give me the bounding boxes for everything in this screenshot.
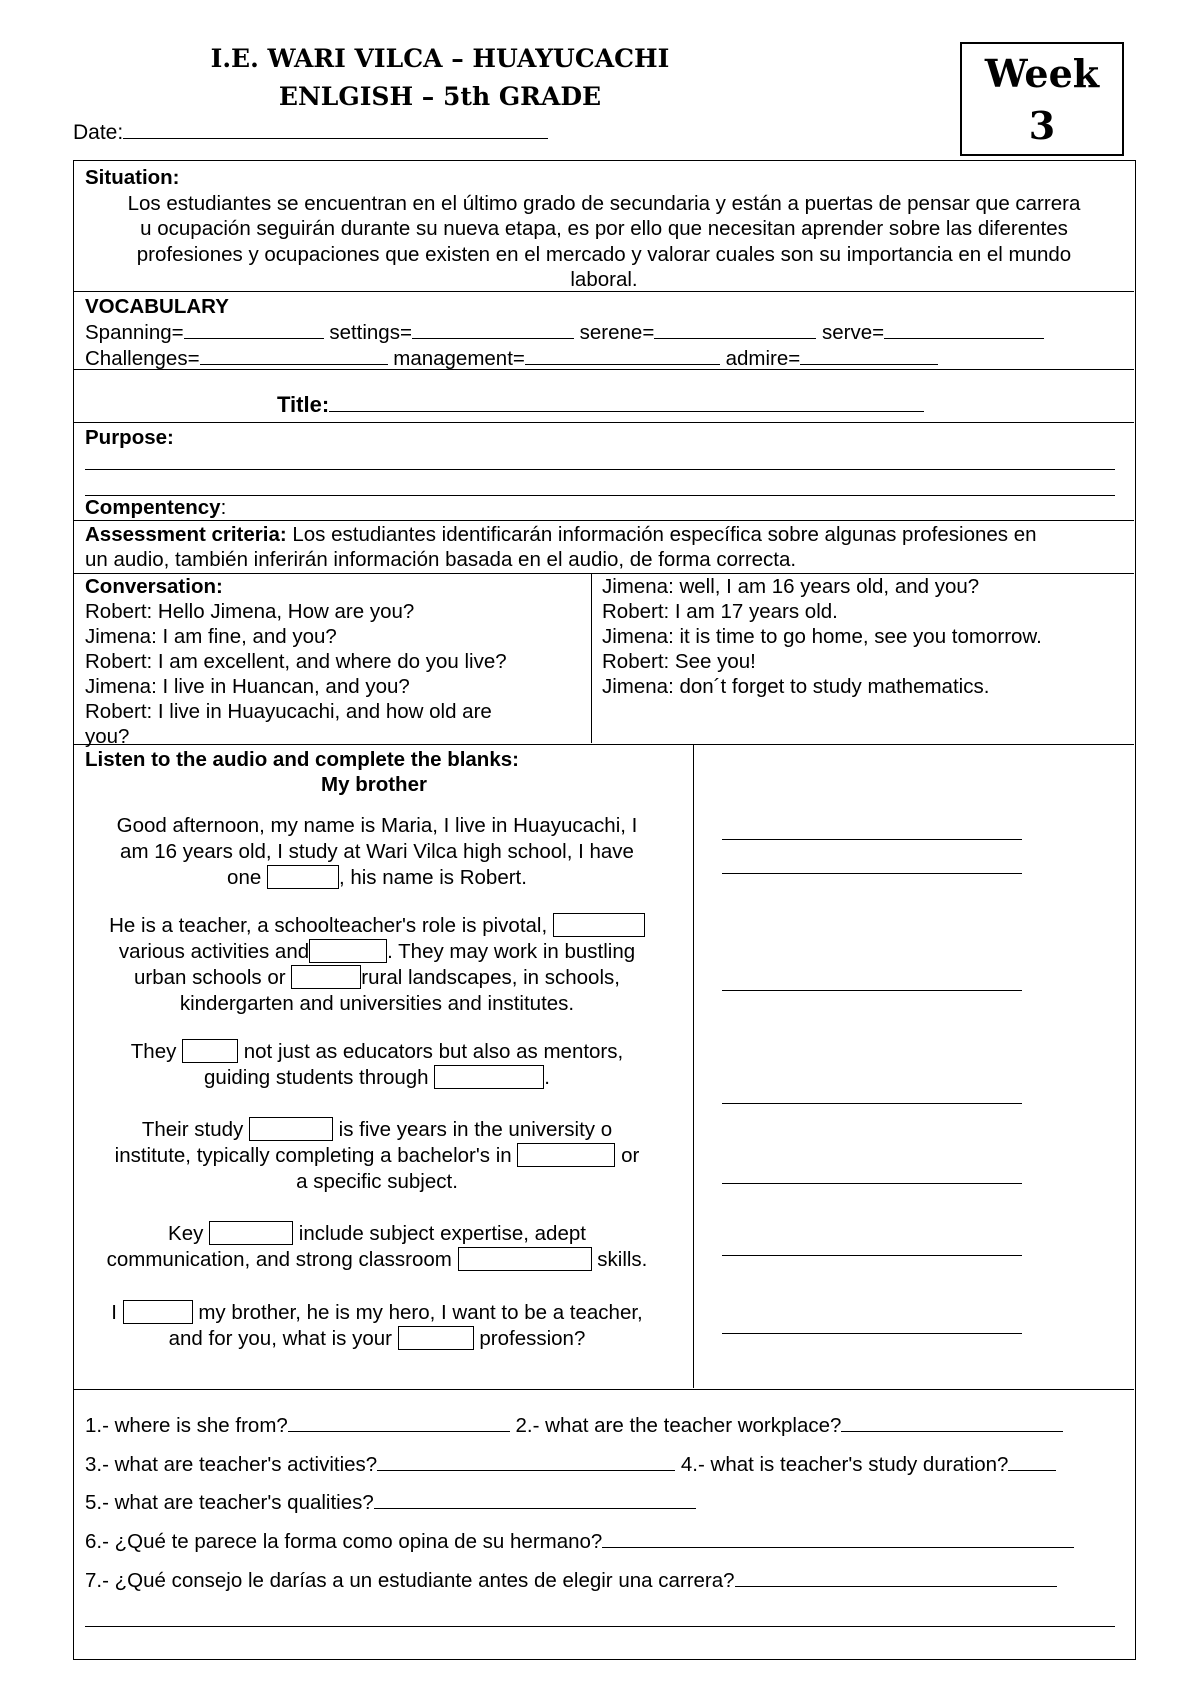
vocab-blank[interactable] — [412, 319, 574, 339]
dialogue-line: Jimena: it is time to go home, see you tomorrow. — [602, 625, 1042, 648]
vocabulary-label: VOCABULARY — [85, 295, 229, 318]
situation-line-2: u ocupación seguirán durante su nueva etapa, es por ello que necesitan aprender sobre las diferentes — [140, 217, 1068, 240]
gap-box[interactable] — [434, 1065, 544, 1089]
purpose-line-1[interactable] — [85, 469, 1115, 470]
answer-line-extra[interactable] — [85, 1626, 1115, 1627]
dialogue-line: Robert: I am excellent, and where do you live? — [85, 650, 507, 673]
listening-section — [74, 745, 1134, 1390]
assessment-text-2: un audio, también inferirán información basada en el audio, de forma correcta. — [85, 548, 797, 571]
dialogue-line: Robert: I am 17 years old. — [602, 600, 838, 623]
purpose-line-2[interactable] — [85, 495, 1115, 496]
gap-box[interactable] — [309, 939, 387, 963]
assessment-label: Assessment criteria: — [85, 523, 287, 546]
paragraph-5 — [74, 1221, 680, 1273]
paragraph-6 — [74, 1300, 680, 1352]
listening-text-panel — [74, 745, 694, 1388]
purpose-section — [74, 423, 1134, 521]
answer-blank[interactable] — [377, 1451, 675, 1471]
p1-line: am 16 years old, I study at Wari Vilca high school, I have — [120, 840, 634, 863]
title-label: Title: — [277, 392, 330, 417]
dialogue-line: Jimena: don´t forget to study mathematics. — [602, 675, 990, 698]
gap-box[interactable] — [209, 1221, 293, 1245]
vocab-word: Challenges= — [85, 347, 200, 370]
p4-text: is five years in the university o — [332, 1118, 613, 1141]
vocab-blank[interactable] — [525, 345, 720, 365]
p2-text: . They may work in bustling — [387, 940, 636, 963]
answer-blank[interactable] — [288, 1412, 510, 1432]
situation-line-3: profesiones y ocupaciones que existen en el mercado y valorar cuales son su importancia en el mundo — [136, 242, 1072, 266]
dialogue-line: you? — [85, 725, 130, 748]
conversation-right — [602, 574, 1122, 699]
week-label: Week — [984, 51, 1100, 96]
situation-section — [74, 161, 1134, 292]
dialogue-line: Jimena: well, I am 16 years old, and you? — [602, 575, 980, 598]
week-number: 3 — [1028, 103, 1056, 148]
question-row-1 — [85, 1412, 1063, 1438]
date-label: Date: — [73, 121, 124, 144]
p2-line: kindergarten and universities and institutes. — [179, 992, 575, 1015]
title-blank[interactable] — [329, 392, 924, 412]
listening-title: My brother — [321, 773, 427, 796]
answer-blank[interactable] — [1008, 1451, 1056, 1471]
p2-text: various activities and — [118, 940, 310, 963]
answer-blank[interactable] — [841, 1412, 1063, 1432]
title-field[interactable] — [277, 392, 924, 418]
question-text: 6.- ¿Qué te parece la forma como opina de su hermano? — [85, 1530, 603, 1553]
conversation-section — [74, 574, 1134, 748]
dialogue-line: Robert: Hello Jimena, How are you? — [85, 600, 415, 623]
week-box — [960, 42, 1124, 156]
purpose-label: Purpose: — [85, 426, 174, 449]
question-row-4 — [85, 1528, 1074, 1554]
assessment-section — [74, 521, 1134, 574]
p5-text: skills. — [591, 1248, 648, 1271]
p6-text: my brother, he is my hero, I want to be a teacher, — [192, 1301, 643, 1324]
answer-line[interactable] — [722, 1103, 1022, 1104]
vocabulary-row-1 — [85, 319, 1123, 345]
listening-instruction: Listen to the audio and complete the blanks: — [85, 748, 519, 771]
situation-line-1: Los estudiantes se encuentran en el último grado de secundaria y están a puertas de pensar que carrera — [127, 191, 1081, 215]
question-row-2 — [85, 1451, 1056, 1477]
answer-line[interactable] — [722, 990, 1022, 991]
p3-text: They — [130, 1040, 183, 1063]
situation-line-4: laboral. — [570, 268, 638, 291]
answer-blank[interactable] — [602, 1528, 1074, 1548]
vocabulary-section — [74, 292, 1134, 370]
date-field[interactable] — [73, 118, 548, 145]
paragraph-3 — [74, 1039, 680, 1091]
question-text: 1.- where is she from? — [85, 1414, 288, 1437]
vocab-word: management= — [393, 347, 525, 370]
vocab-blank[interactable] — [884, 319, 1044, 339]
vocab-blank[interactable] — [200, 345, 388, 365]
competency-field[interactable] — [85, 496, 226, 520]
vocab-word: serene= — [579, 321, 655, 344]
answer-line[interactable] — [722, 1255, 1022, 1256]
p4-line: a specific subject. — [296, 1170, 458, 1193]
title-section — [74, 370, 1134, 423]
paragraph-2 — [74, 913, 680, 1017]
worksheet — [73, 160, 1136, 1660]
p4-text: or — [615, 1144, 640, 1167]
gap-box[interactable] — [267, 865, 339, 889]
p3-text: . — [544, 1066, 550, 1089]
answer-blank[interactable] — [374, 1489, 696, 1509]
gap-box[interactable] — [182, 1039, 238, 1063]
p1-text: , his name is Robert. — [338, 866, 527, 889]
conversation-left — [74, 574, 592, 748]
competency-colon: : — [220, 496, 227, 519]
p4-text: institute, typically completing a bachelor's in — [114, 1144, 518, 1167]
situation-label: Situation: — [85, 166, 180, 189]
question-text: 2.- what are the teacher workplace? — [515, 1414, 842, 1437]
competency-label: Compentency — [85, 496, 221, 519]
question-row-3 — [85, 1489, 696, 1515]
p5-text: communication, and strong classroom — [106, 1248, 458, 1271]
dialogue-line: Jimena: I live in Huancan, and you? — [85, 675, 410, 698]
question-text: 4.- what is teacher's study duration? — [680, 1453, 1009, 1476]
p1-text: one — [227, 866, 267, 889]
gap-box[interactable] — [249, 1117, 333, 1141]
vocab-blank[interactable] — [654, 319, 816, 339]
p5-text: include subject expertise, adept — [293, 1222, 586, 1245]
p4-text: Their study — [141, 1118, 249, 1141]
course-name: ENLGISH – 5th GRADE — [278, 82, 602, 111]
p2-text: He is a teacher, a schoolteacher's role is pivotal, — [109, 914, 553, 937]
questions-section — [74, 1390, 1134, 1660]
school-name: I.E. WARI VILCA – HUAYUCACHI — [210, 44, 670, 73]
gap-box[interactable] — [398, 1326, 474, 1350]
p5-text: Key — [168, 1222, 210, 1245]
dialogue-line: Robert: I live in Huayucachi, and how old are — [85, 700, 492, 723]
answer-line[interactable] — [722, 1333, 1022, 1334]
answer-line[interactable] — [722, 1183, 1022, 1184]
p6-text: and for you, what is your — [168, 1327, 398, 1350]
question-text: 5.- what are teacher's qualities? — [85, 1491, 374, 1514]
answer-line[interactable] — [722, 873, 1022, 874]
question-text: 7.- ¿Qué consejo le darías a un estudiante antes de elegir una carrera? — [85, 1569, 735, 1592]
p3-text: not just as educators but also as mentors, — [238, 1040, 624, 1063]
paragraph-1 — [74, 813, 680, 891]
vocab-word: serve= — [822, 321, 885, 344]
question-row-5 — [85, 1567, 1057, 1593]
vocab-blank[interactable] — [184, 319, 324, 339]
assessment-text-1: Los estudiantes identificarán información específica sobre algunas profesiones en — [286, 523, 1037, 546]
p6-text: profession? — [473, 1327, 586, 1350]
gap-box[interactable] — [458, 1247, 592, 1271]
date-blank[interactable] — [123, 118, 548, 139]
answer-blank[interactable] — [735, 1567, 1057, 1587]
vocab-word: settings= — [329, 321, 412, 344]
dialogue-line: Robert: See you! — [602, 650, 756, 673]
vocab-word: admire= — [725, 347, 801, 370]
p6-text: I — [111, 1301, 123, 1324]
p3-text: guiding students through — [204, 1066, 435, 1089]
conversation-label: Conversation: — [85, 575, 223, 598]
question-text: 3.- what are teacher's activities? — [85, 1453, 378, 1476]
gap-box[interactable] — [517, 1143, 615, 1167]
p1-line: Good afternoon, my name is Maria, I live in Huayucachi, I — [116, 814, 638, 837]
p2-text: rural landscapes, in schools, — [361, 966, 620, 989]
dialogue-line: Jimena: I am fine, and you? — [85, 625, 337, 648]
vocab-blank[interactable] — [800, 345, 938, 365]
vocabulary-row-2 — [85, 345, 1123, 371]
gap-box[interactable] — [553, 913, 645, 937]
answer-line[interactable] — [722, 839, 1022, 840]
p2-text: urban schools or — [134, 966, 292, 989]
vocab-word: Spanning= — [85, 321, 184, 344]
gap-box[interactable] — [291, 965, 361, 989]
paragraph-4 — [74, 1117, 680, 1195]
gap-box[interactable] — [123, 1300, 193, 1324]
